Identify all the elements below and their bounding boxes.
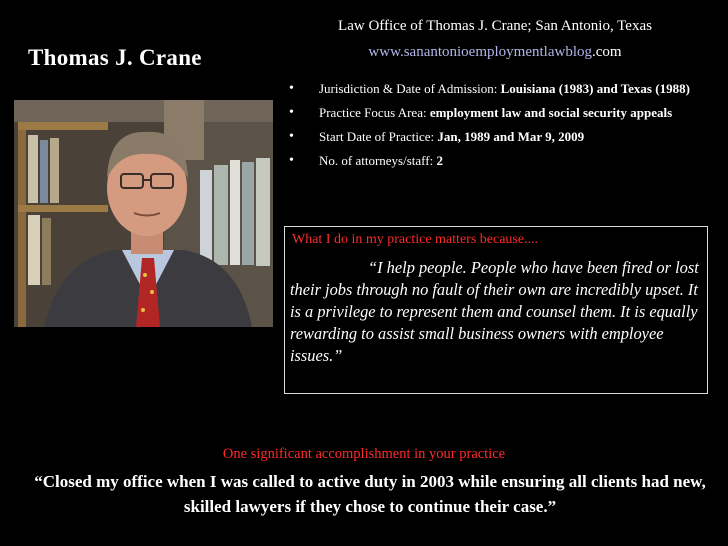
facts-list — [284, 80, 709, 176]
fact-practice-focus — [284, 104, 709, 122]
website-url[interactable]: www.sanantonioemploymentlawblog — [368, 44, 592, 60]
office-line: Law Office of Thomas J. Crane; San Antonio, Texas — [338, 18, 652, 34]
accomplishment-text: “Closed my office when I was called to active duty in 2003 while ensuring all clients had new, skilled lawyers if they chose to continue their case.” — [34, 472, 706, 516]
quote-text — [290, 257, 700, 367]
fact-start-date — [284, 128, 709, 146]
attorney-photo — [14, 100, 273, 327]
fact-label: Practice Focus Area: — [319, 105, 430, 120]
fact-value: employment law and social security appeals — [429, 105, 673, 120]
fact-value: Louisiana (1983) and Texas (1988) — [500, 81, 690, 96]
bullet-icon: • — [289, 153, 294, 168]
website-tld: .com — [592, 44, 622, 60]
fact-label: Start Date of Practice: — [319, 129, 438, 144]
fact-label: Jurisdiction & Date of Admission: — [319, 81, 501, 96]
quote-body: “I help people. People who have been fired or lost their jobs through no fault of their own are incredibly upset. It is a privilege to represent them and counsel them. It is equally rewarding to assist small business owners with employee issues.” — [290, 258, 699, 365]
fact-jurisdiction — [284, 80, 709, 98]
bullet-icon: • — [289, 129, 294, 144]
fact-label: No. of attorneys/staff: — [319, 153, 437, 168]
bullet-icon: • — [289, 81, 294, 96]
bullet-icon: • — [289, 105, 294, 120]
quote-heading: What I do in my practice matters because.... — [292, 232, 539, 247]
website-link[interactable] — [300, 44, 690, 61]
accomplishment-heading: One significant accomplishment in your practice — [222, 446, 506, 462]
fact-value: Jan, 1989 and Mar 9, 2009 — [437, 129, 585, 144]
fact-staff-count — [284, 152, 709, 170]
attorney-name: Thomas J. Crane — [28, 45, 202, 70]
fact-value: 2 — [436, 153, 443, 168]
